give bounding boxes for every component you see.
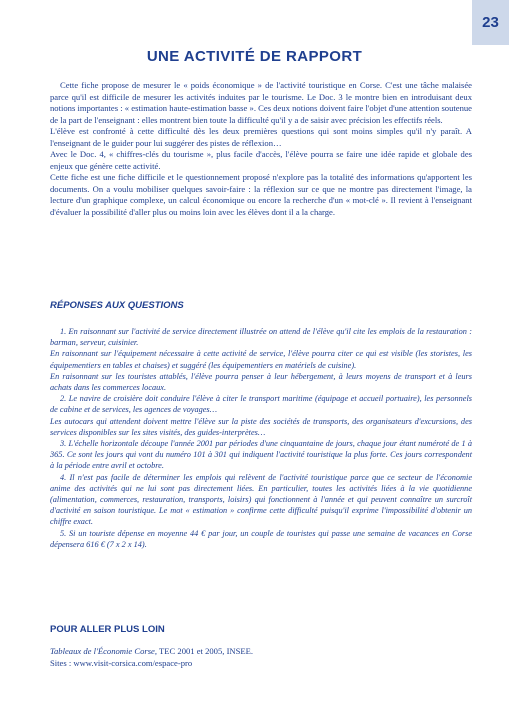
answer-paragraph: Les autocars qui attendent doivent mettre l'élève sur la piste des sociétés de transports, des organisateurs d'excursions, des services disponibles sur les sites visités, des guides-interprètes… [50,416,472,437]
intro-paragraph: Cette fiche propose de mesurer le « poids économique » de l'activité touristique en Corse. C'est une tâche malaisée parce qu'il est difficile de mesurer les activités induites par le tourisme. Le Doc. 3 le montre bien en introduisant deux notions importantes : « estimation haute-estimation basse ». Ces deux notions doivent faire l'objet d'une attention soutenue de la part de l'enseignant : elles montrent bien toute la difficulté qu'il y a de saisir avec précision les effectifs réels. [50,80,472,125]
intro-paragraph: Cette fiche est une fiche difficile et le questionnement proposé n'explore pas la totalité des informations qu'apportent les documents. On a voulu mobiliser quelques savoir-faire : la réflexion sur ce que ne montre pas directement l'image, la lecture d'un graphique complexe, un calcul économique ou encore la recherche d'un « mot-clé ». Il revient à l'enseignant d'évaluer la possibilité d'aller plus ou moins loin avec les élèves dont il a la charge. [50,172,472,217]
source-detail: , TEC 2001 et 2005, INSEE. [154,646,254,656]
answers-heading: RÉPONSES AUX QUESTIONS [50,300,184,311]
page-title: UNE ACTIVITÉ DE RAPPORT [146,48,363,65]
source-line [50,646,472,658]
source-title: Tableaux de l'Économie Corse [50,646,155,656]
intro-text [50,80,472,218]
answer-paragraph: 5. Si un touriste dépense en moyenne 44 € par jour, un couple de touristes qui passe une semaine de vacances en Corse dépensera 616 € (7 x 2 x 14). [50,528,472,549]
page-number-tab [472,0,509,45]
answer-paragraph: 4. Il n'est pas facile de déterminer les emplois qui relèvent de l'activité touristique parce que ce secteur de l'économie anime des activités qui ne lui sont pas directement liées. En particulier, toutes les activités liées à la vie quotidienne (alimentation, commerces, restauration, transports, loisirs) qui fonctionnent à l'année et qui peuvent connaître un surcroît d'activité en saison touristique. Le mot « estimation » confirme cette difficulté puisqu'il exprime l'impossibilité d'obtenir un chiffre exact. [50,472,472,527]
page-number: 23 [482,14,499,31]
answer-paragraph: 1. En raisonnant sur l'activité de service directement illustrée on attend de l'élève qu'il cite les emplois de la restauration : barman, serveur, cuisinier. [50,327,472,348]
sources-block [50,646,472,669]
answer-paragraph: 3. L'échelle horizontale découpe l'année 2001 par périodes d'une cinquantaine de jours, chaque jour étant numéroté de 1 à 365. Ce sont les jours qui vont du numéro 101 à 301 qui indiquent l'activité touristique la plus forte. Ces jours correspondent à la période entre avril et octobre. [50,439,472,471]
answer-paragraph: En raisonnant sur l'équipement nécessaire à cette activité de service, l'élève pourra citer ce qui est visible (les storistes, les équipementiers en tables et chaises) et suggéré (les équipementiers en matériels de cuisine). [50,349,472,370]
intro-paragraph: Avec le Doc. 4, « chiffres-clés du tourisme », plus facile d'accès, l'élève pourra se faire une idée rapide et globale des enjeux que génère cette activité. [50,149,472,171]
intro-paragraph: L'élève est confronté à cette difficulté dès les deux premières questions qui sont moins simples qu'il n'y paraît. A l'enseignant de le guider pour lui suggérer des pistes de réflexion… [50,126,472,148]
further-heading: POUR ALLER PLUS LOIN [50,624,165,635]
source-sites: Sites : www.visit-corsica.com/espace-pro [50,657,193,668]
answer-paragraph: En raisonnant sur les touristes attablés, l'élève pourra penser à leur hébergement, à leurs moyens de transport et à leurs achats dans les commerces locaux. [50,371,472,393]
answers-list [50,326,472,550]
answer-paragraph: 2. Le navire de croisière doit conduire l'élève à citer le transport maritime (équipage et accueil portuaire), les personnels de cabine et de services, les agences de voyages… [50,394,472,415]
